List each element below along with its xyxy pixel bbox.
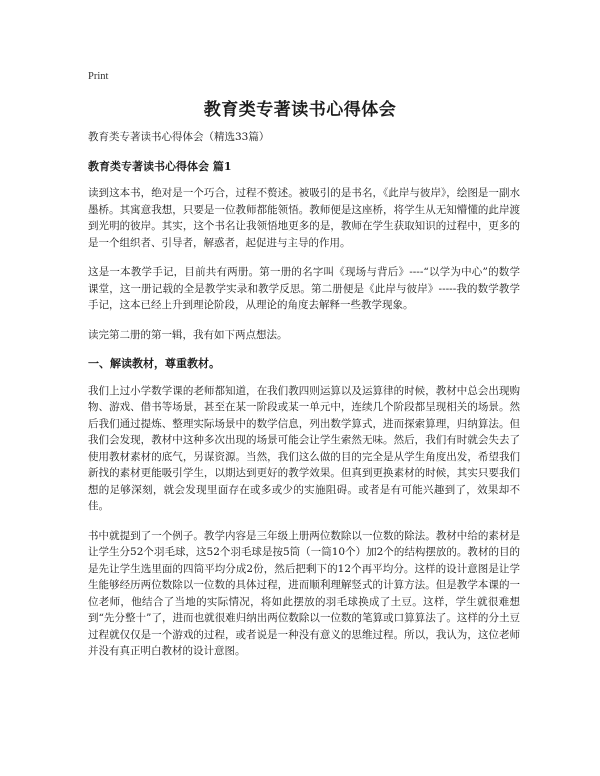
- paragraph: 读完第二册的第一辑，我有如下两点想法。: [88, 328, 288, 341]
- paragraph: 这是一本教学手记，目前共有两册。第一册的名字叫《现场与背后》----“以学为中心”的数学课堂，这一册记载的全是教学实录和教学反思。第二册便是《此岸与彼岸》-----我的数学教学手记，这本已经上升到理论阶段，从理论的角度去解释一些教学现象。: [88, 266, 520, 311]
- paragraph: 书中就提到了一个例子。教学内容是三年级上册两位数除以一位数的除法。教材中给的素材是让学生分52个羽毛球，这52个羽毛球是按5筒（一筒10个）加2个的结构摆放的。教材的目的是先让学生选里面的四筒平均分成2份，然后把剩下的12个再平均分。这样的设计意图是让学生能够经历两位数除以一位数的具体过程，进而顺利理解竖式的计算方法。但是教学本课的一位老师，他结合了当地的实际情况，将如此摆放的羽毛球换成了土豆。这样，学生就很难想到“先分整十”了，进而也就很难归纳出两位数除以一位数的笔算或口算算法了。这样的分土豆过程就仅仅是一个游戏的过程，或者说是一种没有意义的思维过程。所以，我认为，这位老师并没有真正明白教材的设计意图。: [88, 529, 520, 657]
- article-heading: 教育类专著读书心得体会 篇1: [88, 159, 232, 173]
- document-subtitle: 教育类专著读书心得体会（精选33篇）: [88, 131, 270, 143]
- document-body: [88, 129, 520, 673]
- section-heading: 一、解读教材，尊重教材。: [88, 357, 220, 370]
- paragraph: 我们上过小学数学课的老师都知道，在我们教四则运算以及运算律的时候，教材中总会出现购物、游戏、借书等场景，甚至在某一阶段或某一单元中，连续几个阶段都呈现相关的场景。然后我们通过提炼、整理实际场景中的数学信息，列出数学算式，进而探索算理，归纳算法。但我们会发现，教材中这种多次出现的场景可能会让学生索然无味。然后，我们有时就会失去了使用教材素材的底气，另谋资源。当然，我们这么做的目的完全是从学生角度出发，希望我们新找的素材更能吸引学生，以期达到更好的教学效果。但真到更换素材的时候，其实只要我们想的足够深刻，就会发现里面存在或多或少的实施阻碍。或者是有可能兴趣到了，效果却不佳。: [88, 384, 520, 512]
- page-title: 教育类专著读书心得体会: [203, 100, 397, 120]
- paragraph: 读到这本书，绝对是一个巧合，过程不赘述。被吸引的是书名，《此岸与彼岸》，绘图是一副水墨桥。其寓意我想，只要是一位教师都能领悟。教师便是这座桥，将学生从无知懵懂的此岸渡到光明的彼岸。其实，这个书名让我领悟地更多的是，教师在学生获取知识的过程中，更多的是一个组织者、引导者，解惑者，起促进与主导的作用。: [88, 187, 520, 249]
- print-label: Print: [88, 71, 109, 82]
